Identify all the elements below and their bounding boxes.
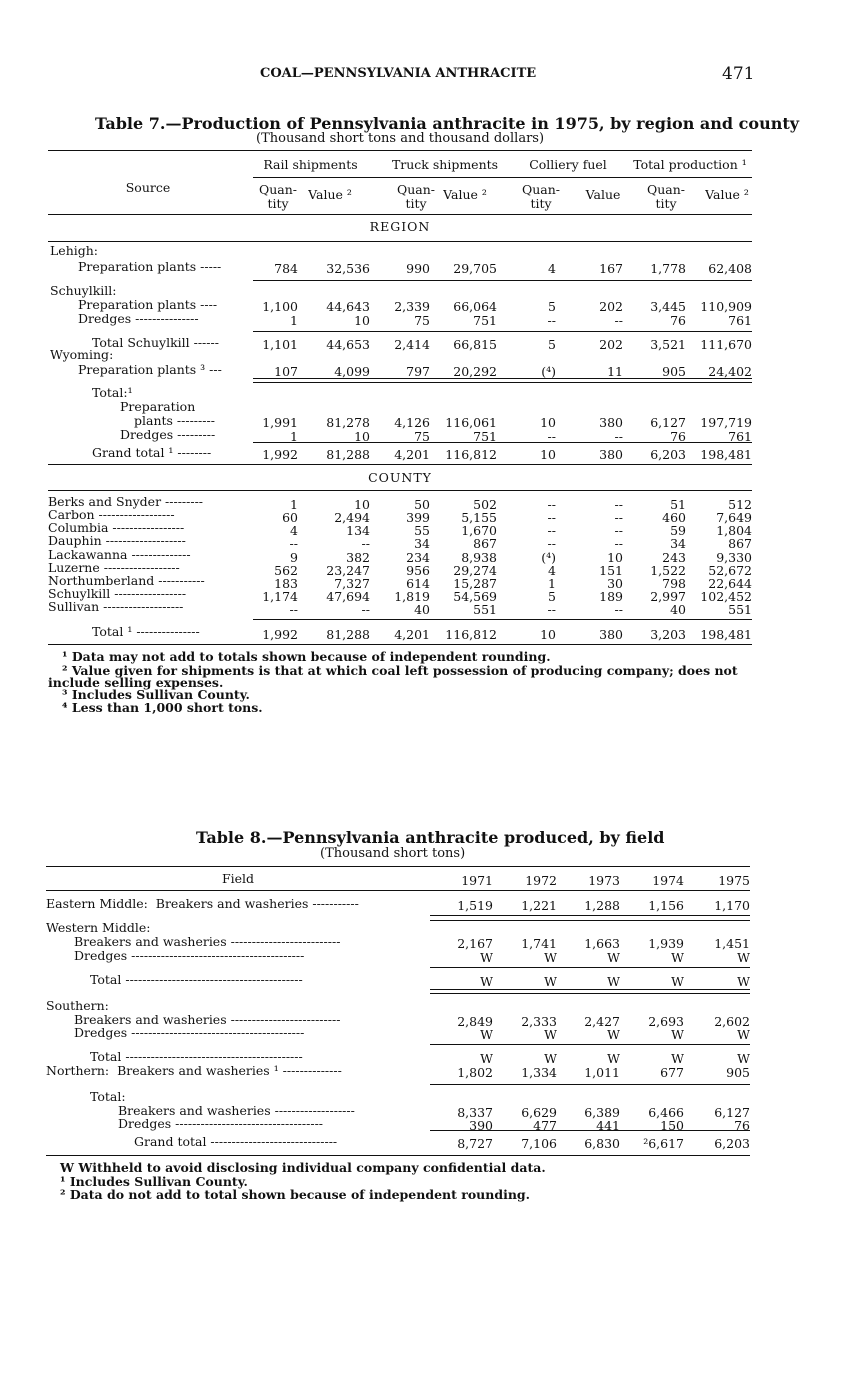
table8-cell: 1,519 xyxy=(457,898,493,913)
table7-cell: 2,339 xyxy=(394,299,430,314)
table8-row-label: Dredges ----------------------------------------- xyxy=(74,1025,305,1040)
rule xyxy=(430,989,750,990)
table7-row-label: Schuylkill: xyxy=(50,283,117,298)
table7-county-label: Total ¹ --------------- xyxy=(92,624,200,639)
table8-cell: 905 xyxy=(726,1065,750,1080)
table7-cell: 202 xyxy=(599,337,623,352)
table7-cell: (⁴) xyxy=(541,550,556,565)
table7-footnote: ² Value given for shipments is that at which coal left possession of producing company; does not xyxy=(62,663,738,678)
rule xyxy=(430,967,750,968)
table8-cell: 76 xyxy=(734,1118,750,1133)
table8-cell: 2,427 xyxy=(584,1014,620,1029)
table7-subtitle: (Thousand short tons and thousand dollars) xyxy=(256,131,545,146)
table7-cell: 34 xyxy=(670,536,686,551)
table7-column-subhead: Quan- tity xyxy=(521,182,561,211)
table7-cell: -- xyxy=(547,313,556,328)
rule xyxy=(430,1130,750,1131)
table7-cell: 4,201 xyxy=(394,447,430,462)
table7-column-subhead: Value ² xyxy=(705,187,749,202)
table7-cell: 198,481 xyxy=(700,447,752,462)
table7-cell: 134 xyxy=(346,523,370,538)
table7-group-header: Total production ¹ xyxy=(633,157,747,172)
table8-cell: 2,333 xyxy=(521,1014,557,1029)
table7-cell: 380 xyxy=(599,627,623,642)
table8-field-header: Field xyxy=(221,871,255,886)
table8-year-header: 1972 xyxy=(525,873,557,888)
table7-cell: 111,670 xyxy=(700,337,752,352)
table7-column-subhead: Value ² xyxy=(308,187,352,202)
table7-cell: 30 xyxy=(607,576,623,591)
table7-cell: 1 xyxy=(290,313,298,328)
rule xyxy=(253,382,752,383)
table8-row-label: Grand total ------------------------------ xyxy=(134,1134,338,1149)
table7-cell: 2,414 xyxy=(394,337,430,352)
table7-cell: 116,812 xyxy=(445,447,497,462)
running-head: COAL—PENNSYLVANIA ANTHRACITE xyxy=(260,66,537,81)
table8-cell: 2,602 xyxy=(714,1014,750,1029)
table7-footnote: include selling expenses. xyxy=(48,675,224,690)
table8-cell: 6,466 xyxy=(648,1105,684,1120)
table8-row-label: Dredges ----------------------------------- xyxy=(118,1116,324,1131)
table7-cell: 189 xyxy=(599,589,623,604)
table7-cell: 1,819 xyxy=(394,589,430,604)
table7-cell: 4 xyxy=(548,563,556,578)
table7-cell: -- xyxy=(547,523,556,538)
table8-cell: W xyxy=(737,1027,750,1042)
rule xyxy=(430,1044,750,1045)
table8-row-label: Breakers and washeries -------------------------- xyxy=(74,934,341,949)
table7-cell: -- xyxy=(547,602,556,617)
table7-cell: 7,649 xyxy=(716,510,752,525)
table7-cell: 867 xyxy=(728,536,752,551)
table7-cell: 3,203 xyxy=(650,627,686,642)
table7-cell: 6,203 xyxy=(650,447,686,462)
table7-cell: 81,288 xyxy=(326,447,370,462)
table8-row-label: Breakers and washeries ------------------- xyxy=(118,1103,355,1118)
table7-cell: -- xyxy=(614,497,623,512)
table7-cell: 761 xyxy=(728,429,752,444)
table8-cell: 1,451 xyxy=(714,936,750,951)
table8-cell: 2,849 xyxy=(457,1014,493,1029)
table7-cell: 614 xyxy=(406,576,430,591)
table7-cell: 4,099 xyxy=(334,364,370,379)
table7-cell: 380 xyxy=(599,447,623,462)
table8-cell: 441 xyxy=(596,1118,620,1133)
table7-cell: 24,402 xyxy=(708,364,752,379)
table8-cell: W xyxy=(544,974,557,989)
rule xyxy=(253,331,752,332)
table7-county-label: Luzerne ------------------ xyxy=(48,560,180,575)
table8-cell: W xyxy=(607,1051,620,1066)
table7-title: Table 7.—Production of Pennsylvania anthracite in 1975, by region and county xyxy=(95,114,800,133)
table7-cell: 116,061 xyxy=(445,415,497,430)
table7-row-label: Preparation plants ---- xyxy=(78,297,218,312)
rule xyxy=(430,1084,750,1085)
table8-row-label: Western Middle: xyxy=(46,920,151,935)
table7-cell: 512 xyxy=(728,497,752,512)
table7-cell: 22,644 xyxy=(708,576,752,591)
table7-cell: 23,247 xyxy=(326,563,370,578)
table8-title: Table 8.—Pennsylvania anthracite produced, by field xyxy=(196,828,665,847)
table8-cell: W xyxy=(607,1027,620,1042)
table7-column-subhead: Quan- tity xyxy=(646,182,686,211)
table8-row-label: Northern: Breakers and washeries ¹ -------------- xyxy=(46,1063,342,1078)
table7-cell: 11 xyxy=(607,364,623,379)
table8-row-label: Total ------------------------------------------ xyxy=(90,1049,303,1064)
table8-cell: W xyxy=(480,1027,493,1042)
table7-cell: 382 xyxy=(346,550,370,565)
table7-cell: 1,991 xyxy=(262,415,298,430)
table7-row-label: Preparation plants ----- xyxy=(78,259,222,274)
table7-cell: 10 xyxy=(540,447,556,462)
table7-cell: 1,101 xyxy=(262,337,298,352)
table7-cell: 8,938 xyxy=(461,550,497,565)
table8-cell: 1,170 xyxy=(714,898,750,913)
table7-column-subhead: Quan- tity xyxy=(396,182,436,211)
table8-footnote: W Withheld to avoid disclosing individual company confidential data. xyxy=(60,1160,546,1175)
table7-cell: 54,569 xyxy=(453,589,497,604)
table7-cell: 10 xyxy=(354,429,370,444)
table7-cell: -- xyxy=(361,602,370,617)
table7-cell: 52,672 xyxy=(708,563,752,578)
table7-region-label: REGION xyxy=(369,219,431,234)
table7-row-label: Total Schuylkill ------ xyxy=(92,335,219,350)
table7-row-label: Dredges --------------- xyxy=(78,311,199,326)
table7-cell: 9,330 xyxy=(716,550,752,565)
table7-cell: 867 xyxy=(473,536,497,551)
table7-cell: 10 xyxy=(354,313,370,328)
rule xyxy=(253,378,752,379)
table7-cell: 50 xyxy=(414,497,430,512)
table7-cell: 1,992 xyxy=(262,627,298,642)
table7-cell: 51 xyxy=(670,497,686,512)
table7-county-label: Lackawanna -------------- xyxy=(48,547,191,562)
table7-cell: 34 xyxy=(414,536,430,551)
rule xyxy=(253,280,752,281)
table7-cell: 10 xyxy=(540,627,556,642)
table7-cell: 10 xyxy=(607,550,623,565)
table7-cell: 66,064 xyxy=(453,299,497,314)
table8-cell: W xyxy=(480,950,493,965)
table7-cell: 1,174 xyxy=(262,589,298,604)
table7-cell: 1,100 xyxy=(262,299,298,314)
rule xyxy=(430,915,750,916)
table7-cell: -- xyxy=(547,536,556,551)
table8-cell: 6,203 xyxy=(714,1136,750,1151)
rule xyxy=(253,442,752,443)
table7-cell: 905 xyxy=(662,364,686,379)
table7-row-label: Wyoming: xyxy=(50,347,114,362)
table7-group-header: Truck shipments xyxy=(391,157,499,172)
table7-cell: 3,445 xyxy=(650,299,686,314)
table7-cell: 551 xyxy=(728,602,752,617)
table7-cell: 797 xyxy=(406,364,430,379)
table8-cell: ²6,617 xyxy=(643,1136,684,1151)
table7-cell: 197,719 xyxy=(700,415,752,430)
table7-cell: 44,653 xyxy=(326,337,370,352)
table7-cell: 102,452 xyxy=(700,589,752,604)
table8-row-label: Total ------------------------------------------ xyxy=(90,972,303,987)
table7-cell: 183 xyxy=(274,576,298,591)
table8-footnote: ¹ Includes Sullivan County. xyxy=(60,1174,248,1189)
table8-cell: 6,629 xyxy=(521,1105,557,1120)
table8-cell: 1,334 xyxy=(521,1065,557,1080)
table7-group-header: Colliery fuel xyxy=(529,157,607,172)
table7-cell: 562 xyxy=(274,563,298,578)
table8-cell: 677 xyxy=(660,1065,684,1080)
table8-cell: 477 xyxy=(533,1118,557,1133)
table7-cell: 202 xyxy=(599,299,623,314)
table7-column-subhead: Quan- tity xyxy=(258,182,298,211)
table7-cell: 81,278 xyxy=(326,415,370,430)
table7-cell: -- xyxy=(614,536,623,551)
table8-subtitle: (Thousand short tons) xyxy=(320,846,466,861)
table7-cell: 76 xyxy=(670,429,686,444)
table7-cell: 460 xyxy=(662,510,686,525)
table7-cell: 167 xyxy=(599,261,623,276)
table7-cell: 5,155 xyxy=(461,510,497,525)
table7-cell: 1,670 xyxy=(461,523,497,538)
table8-cell: W xyxy=(671,1051,684,1066)
table7-county-label: Berks and Snyder --------- xyxy=(48,494,204,509)
table8-cell: 150 xyxy=(660,1118,684,1133)
table8-row-label: Breakers and washeries -------------------------- xyxy=(74,1012,341,1027)
table8-cell: W xyxy=(607,974,620,989)
table7-cell: 761 xyxy=(728,313,752,328)
table7-cell: 4,126 xyxy=(394,415,430,430)
table8-cell: 1,663 xyxy=(584,936,620,951)
table7-cell: 107 xyxy=(274,364,298,379)
table7-column-subhead: Value xyxy=(585,187,621,202)
table8-cell: 1,741 xyxy=(521,936,557,951)
table7-cell: 76 xyxy=(670,313,686,328)
table8-cell: 8,337 xyxy=(457,1105,493,1120)
table7-cell: 502 xyxy=(473,497,497,512)
rule xyxy=(253,619,752,620)
rule xyxy=(430,920,750,921)
table7-row-label: Preparation xyxy=(120,399,196,414)
table7-cell: 4,201 xyxy=(394,627,430,642)
table8-cell: 2,693 xyxy=(648,1014,684,1029)
table7-cell: 7,327 xyxy=(334,576,370,591)
table8-cell: 1,156 xyxy=(648,898,684,913)
table7-cell: 81,288 xyxy=(326,627,370,642)
table8-cell: 390 xyxy=(469,1118,493,1133)
table7-cell: -- xyxy=(614,313,623,328)
table7-row-label: Dredges --------- xyxy=(120,427,216,442)
table7-cell: 5 xyxy=(548,589,556,604)
table8-row-label: Southern: xyxy=(46,998,109,1013)
table7-cell: 784 xyxy=(274,261,298,276)
table7-cell: 380 xyxy=(599,415,623,430)
table7-footnote: ⁴ Less than 1,000 short tons. xyxy=(62,700,263,715)
table8-cell: W xyxy=(671,1027,684,1042)
table8-year-header: 1975 xyxy=(718,873,750,888)
table7-cell: 2,494 xyxy=(334,510,370,525)
table7-cell: 59 xyxy=(670,523,686,538)
table7-cell: 10 xyxy=(540,415,556,430)
table7-cell: 956 xyxy=(406,563,430,578)
table7-cell: 15,287 xyxy=(453,576,497,591)
table8-cell: W xyxy=(544,1051,557,1066)
table7-cell: 20,292 xyxy=(453,364,497,379)
table8-cell: W xyxy=(544,1027,557,1042)
table7-column-subhead: Value ² xyxy=(443,187,487,202)
table7-cell: 198,481 xyxy=(700,627,752,642)
table7-cell: 990 xyxy=(406,261,430,276)
table7-cell: 32,536 xyxy=(326,261,370,276)
rule xyxy=(253,177,752,178)
table7-cell: 40 xyxy=(414,602,430,617)
table7-row-label: Total:¹ xyxy=(92,385,133,400)
table8-row-label: Eastern Middle: Breakers and washeries ----------- xyxy=(46,896,359,911)
table7-cell: 10 xyxy=(354,497,370,512)
table7-cell: -- xyxy=(361,536,370,551)
table7-footnote: ¹ Data may not add to totals shown because of independent rounding. xyxy=(62,649,551,664)
table8-cell: 1,939 xyxy=(648,936,684,951)
table7-cell: 1,992 xyxy=(262,447,298,462)
table7-cell: 1 xyxy=(548,576,556,591)
table8-cell: W xyxy=(737,1051,750,1066)
table8-cell: 1,221 xyxy=(521,898,557,913)
table8-cell: 7,106 xyxy=(521,1136,557,1151)
table7-cell: 110,909 xyxy=(700,299,752,314)
table7-cell: (⁴) xyxy=(541,364,556,379)
table8-row-label: Dredges ----------------------------------------- xyxy=(74,948,305,963)
table7-cell: 551 xyxy=(473,602,497,617)
rule xyxy=(430,993,750,994)
table8-cell: W xyxy=(671,950,684,965)
table7-source-header: Source xyxy=(125,180,171,195)
table7-cell: -- xyxy=(614,429,623,444)
table7-cell: 29,705 xyxy=(453,261,497,276)
table8-year-header: 1974 xyxy=(652,873,684,888)
table7-row-label: plants --------- xyxy=(134,413,215,428)
table8-year-header: 1971 xyxy=(461,873,493,888)
table7-county-label: Dauphin ------------------- xyxy=(48,533,186,548)
table7-county-label: COUNTY xyxy=(368,470,432,485)
table7-cell: 151 xyxy=(599,563,623,578)
table7-cell: 1,522 xyxy=(650,563,686,578)
table7-cell: 5 xyxy=(548,337,556,352)
table7-cell: 2,997 xyxy=(650,589,686,604)
table7-cell: -- xyxy=(547,510,556,525)
table8-cell: 1,288 xyxy=(584,898,620,913)
table7-cell: -- xyxy=(547,429,556,444)
table7-county-label: Carbon ------------------ xyxy=(48,507,175,522)
table7-cell: 55 xyxy=(414,523,430,538)
table7-cell: 1 xyxy=(290,497,298,512)
table7-cell: 9 xyxy=(290,550,298,565)
table7-group-header: Rail shipments xyxy=(263,157,358,172)
table7-cell: 60 xyxy=(282,510,298,525)
table7-cell: 3,521 xyxy=(650,337,686,352)
table7-county-label: Sullivan ------------------- xyxy=(48,599,184,614)
table7-cell: 5 xyxy=(548,299,556,314)
table8-cell: 6,389 xyxy=(584,1105,620,1120)
table8-cell: W xyxy=(480,974,493,989)
table7-cell: 798 xyxy=(662,576,686,591)
table7-cell: 116,812 xyxy=(445,627,497,642)
table7-county-label: Columbia ----------------- xyxy=(48,520,185,535)
table7-cell: 1,804 xyxy=(716,523,752,538)
table8-cell: W xyxy=(607,950,620,965)
table7-cell: 75 xyxy=(414,429,430,444)
table8-cell: 1,011 xyxy=(584,1065,620,1080)
table7-cell: -- xyxy=(614,523,623,538)
table8-year-header: 1973 xyxy=(588,873,620,888)
table7-cell: 751 xyxy=(473,313,497,328)
table7-cell: 66,815 xyxy=(453,337,497,352)
table7-county-label: Schuylkill ----------------- xyxy=(48,586,187,601)
table7-cell: 40 xyxy=(670,602,686,617)
table7-cell: 6,127 xyxy=(650,415,686,430)
page-number: 471 xyxy=(722,64,755,84)
table8-cell: W xyxy=(480,1051,493,1066)
table7-row-label: Lehigh: xyxy=(50,243,99,258)
table8-footnote: ² Data do not add to total shown because of independent rounding. xyxy=(60,1187,531,1202)
table7-cell: 29,274 xyxy=(453,563,497,578)
table8-cell: 2,167 xyxy=(457,936,493,951)
table7-cell: 234 xyxy=(406,550,430,565)
table7-cell: 62,408 xyxy=(708,261,752,276)
table7-cell: 44,643 xyxy=(326,299,370,314)
table7-cell: 751 xyxy=(473,429,497,444)
table7-cell: 1,778 xyxy=(650,261,686,276)
table7-cell: -- xyxy=(289,602,298,617)
table8-cell: W xyxy=(737,974,750,989)
table8-cell: 1,802 xyxy=(457,1065,493,1080)
table8-cell: 8,727 xyxy=(457,1136,493,1151)
table7-footnote: ³ Includes Sullivan County. xyxy=(62,687,250,702)
table8-row-label: Total: xyxy=(90,1089,126,1104)
table7-cell: 4 xyxy=(548,261,556,276)
table7-cell: 4 xyxy=(290,523,298,538)
table7-row-label: Preparation plants ³ --- xyxy=(78,362,222,377)
table7-cell: 399 xyxy=(406,510,430,525)
table7-cell: -- xyxy=(614,602,623,617)
table7-cell: -- xyxy=(614,510,623,525)
table7-cell: 1 xyxy=(290,429,298,444)
table8-cell: 6,127 xyxy=(714,1105,750,1120)
table8-cell: W xyxy=(671,974,684,989)
table7-row-label: Grand total ¹ -------- xyxy=(92,445,212,460)
table8-cell: W xyxy=(544,950,557,965)
table8-cell: 6,830 xyxy=(584,1136,620,1151)
table8-cell: W xyxy=(737,950,750,965)
table7-cell: 243 xyxy=(662,550,686,565)
table7-county-label: Northumberland ----------- xyxy=(48,573,205,588)
table7-cell: -- xyxy=(547,497,556,512)
table7-cell: 75 xyxy=(414,313,430,328)
table7-cell: -- xyxy=(289,536,298,551)
table7-cell: 47,694 xyxy=(326,589,370,604)
